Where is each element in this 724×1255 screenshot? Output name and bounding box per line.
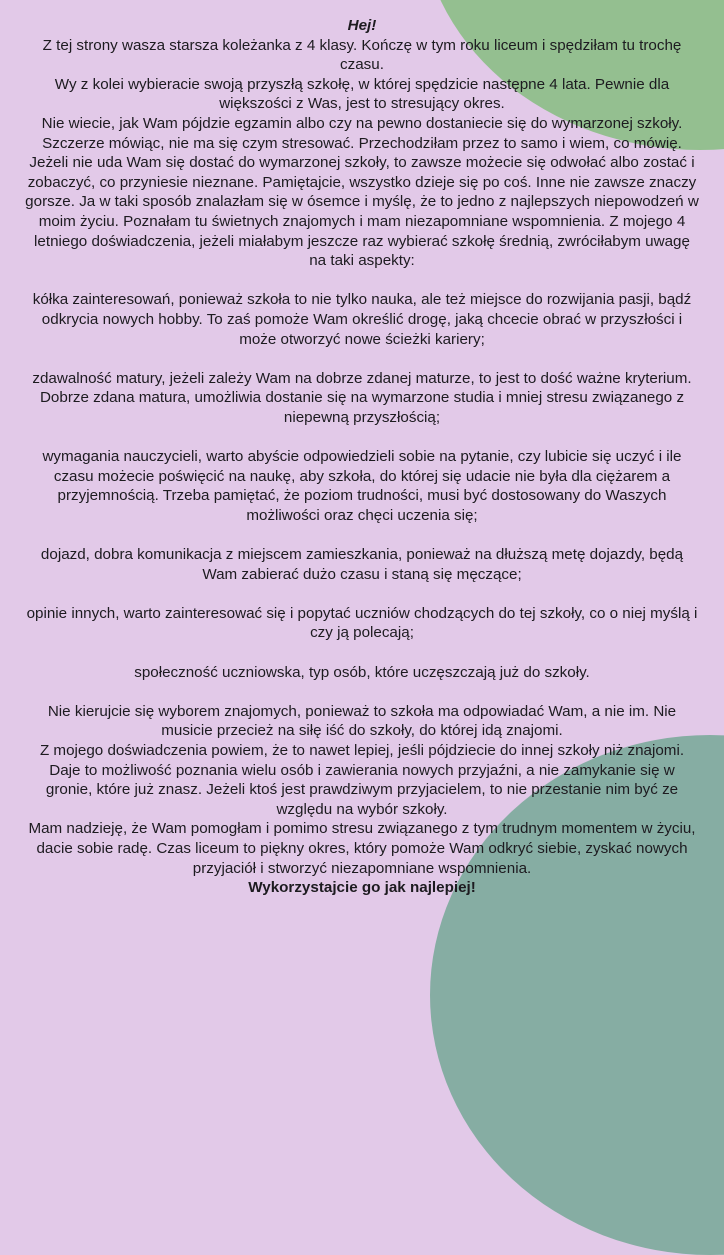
closing-line: Wykorzystajcie go jak najlepiej! [248,879,476,897]
letter-body [24,16,700,898]
intro-paragraph-1: Z tej strony wasza starsza koleżanka z 4 klasy. Kończę w tym roku liceum i spędziłam tu trochę czasu. [42,36,682,74]
aspect-commute: dojazd, dobra komunikacja z miejscem zamieszkania, ponieważ na dłuższą metę dojazdy, będą Wam zabierać dużo czasu i staną się męczące; [40,546,684,583]
outro-paragraph-3: Mam nadzieję, że Wam pomogłam i pomimo stresu związanego z tym trudnym momentem w życiu, dacie sobie radę. Czas liceum to piękny okres, który pomoże Wam odkryć siebie, zyskać nowych przyjaciół i stworzyć niezapomniane wspomnienia. [28,820,696,877]
intro-paragraph-2: Wy z kolei wybieracie swoją przyszłą szkołę, w której spędzicie następne 4 lata. Pewnie dla większości z Was, jest to stresujący okres. [54,75,670,113]
aspect-opinions: opinie innych, warto zainteresować się i popytać uczniów chodzących do tej szkoły, co o niej myślą i czy ją polecają; [26,604,698,642]
intro-paragraph-3: Nie wiecie, jak Wam pójdzie egzamin albo czy na pewno dostaniecie się do wymarzonej szkoły. Szczerze mówiąc, nie ma się czym stresować. Przechodziłam przez to samo i wiem, co mówię. Jeżeli nie uda Wam się dostać do wymarzonej szkoły, to zawsze możecie się odwołać albo zostać i zobaczyć, co przyniesie nieznane. Pamiętajcie, wszystko dzieje się po coś. Inne nie zawsze znaczy gorsze. Ja w taki sposób znalazłam się w ósemce i myślę, że to jedno z najlepszych niepowodzeń w moim życiu. Poznałam tu świetnych znajomych i mam niezapomniane wspomnienia. Z mojego 4 letniego doświadczenia, jeżeli miałabym jeszcze raz wybierać szkołę średnią, zwróciłabym uwagę na taki aspekty: [25,114,699,270]
aspect-student-community: społeczność uczniowska, typ osób, które uczęszczają już do szkoły. [134,663,590,681]
greeting: Hej! [347,17,377,34]
aspect-interest-clubs: kółka zainteresowań, ponieważ szkoła to nie tylko nauka, ale też miejsce do rozwijania pasji, bądź odkrycia nowych hobby. To zaś pomoże Wam określić drogę, jaką chcecie obrać w przyszłości i może otworzyć nowe ścieżki kariery; [32,291,692,348]
aspect-exam-pass-rate: zdawalność matury, jeżeli zależy Wam na dobrze zdanej maturze, to jest to dość ważne kryterium. Dobrze zdana matura, umożliwia dostanie się na wymarzone studia i mniej stresu związanego z niepewną przyszłością; [32,369,692,426]
outro-paragraph-2: Z mojego doświadczenia powiem, że to nawet lepiej, jeśli pójdziecie do innej szkoły niż znajomi. Daje to możliwość poznania wielu osób i zawierania nowych przyjaźni, a nie zamykanie się w gronie, które już znasz. Jeżeli ktoś jest prawdziwym przyjacielem, to nie przestanie nim być ze względu na wybór szkoły. [39,741,685,818]
outro-paragraph-1: Nie kierujcie się wyborem znajomych, ponieważ to szkoła ma odpowiadać Wam, a nie im. Nie musicie przecież na siłę iść do szkoły, do której idą znajomi. [47,702,677,740]
aspect-teacher-requirements: wymagania nauczycieli, warto abyście odpowiedzieli sobie na pytanie, czy lubicie się uczyć i ile czasu możecie poświęcić na naukę, aby szkoła, do której się udacie nie była dla ciężarem a przyjemnością. Trzeba pamiętać, że poziom trudności, musi być dostosowany do Waszych możliwości oraz chęci uczenia się; [42,448,682,524]
